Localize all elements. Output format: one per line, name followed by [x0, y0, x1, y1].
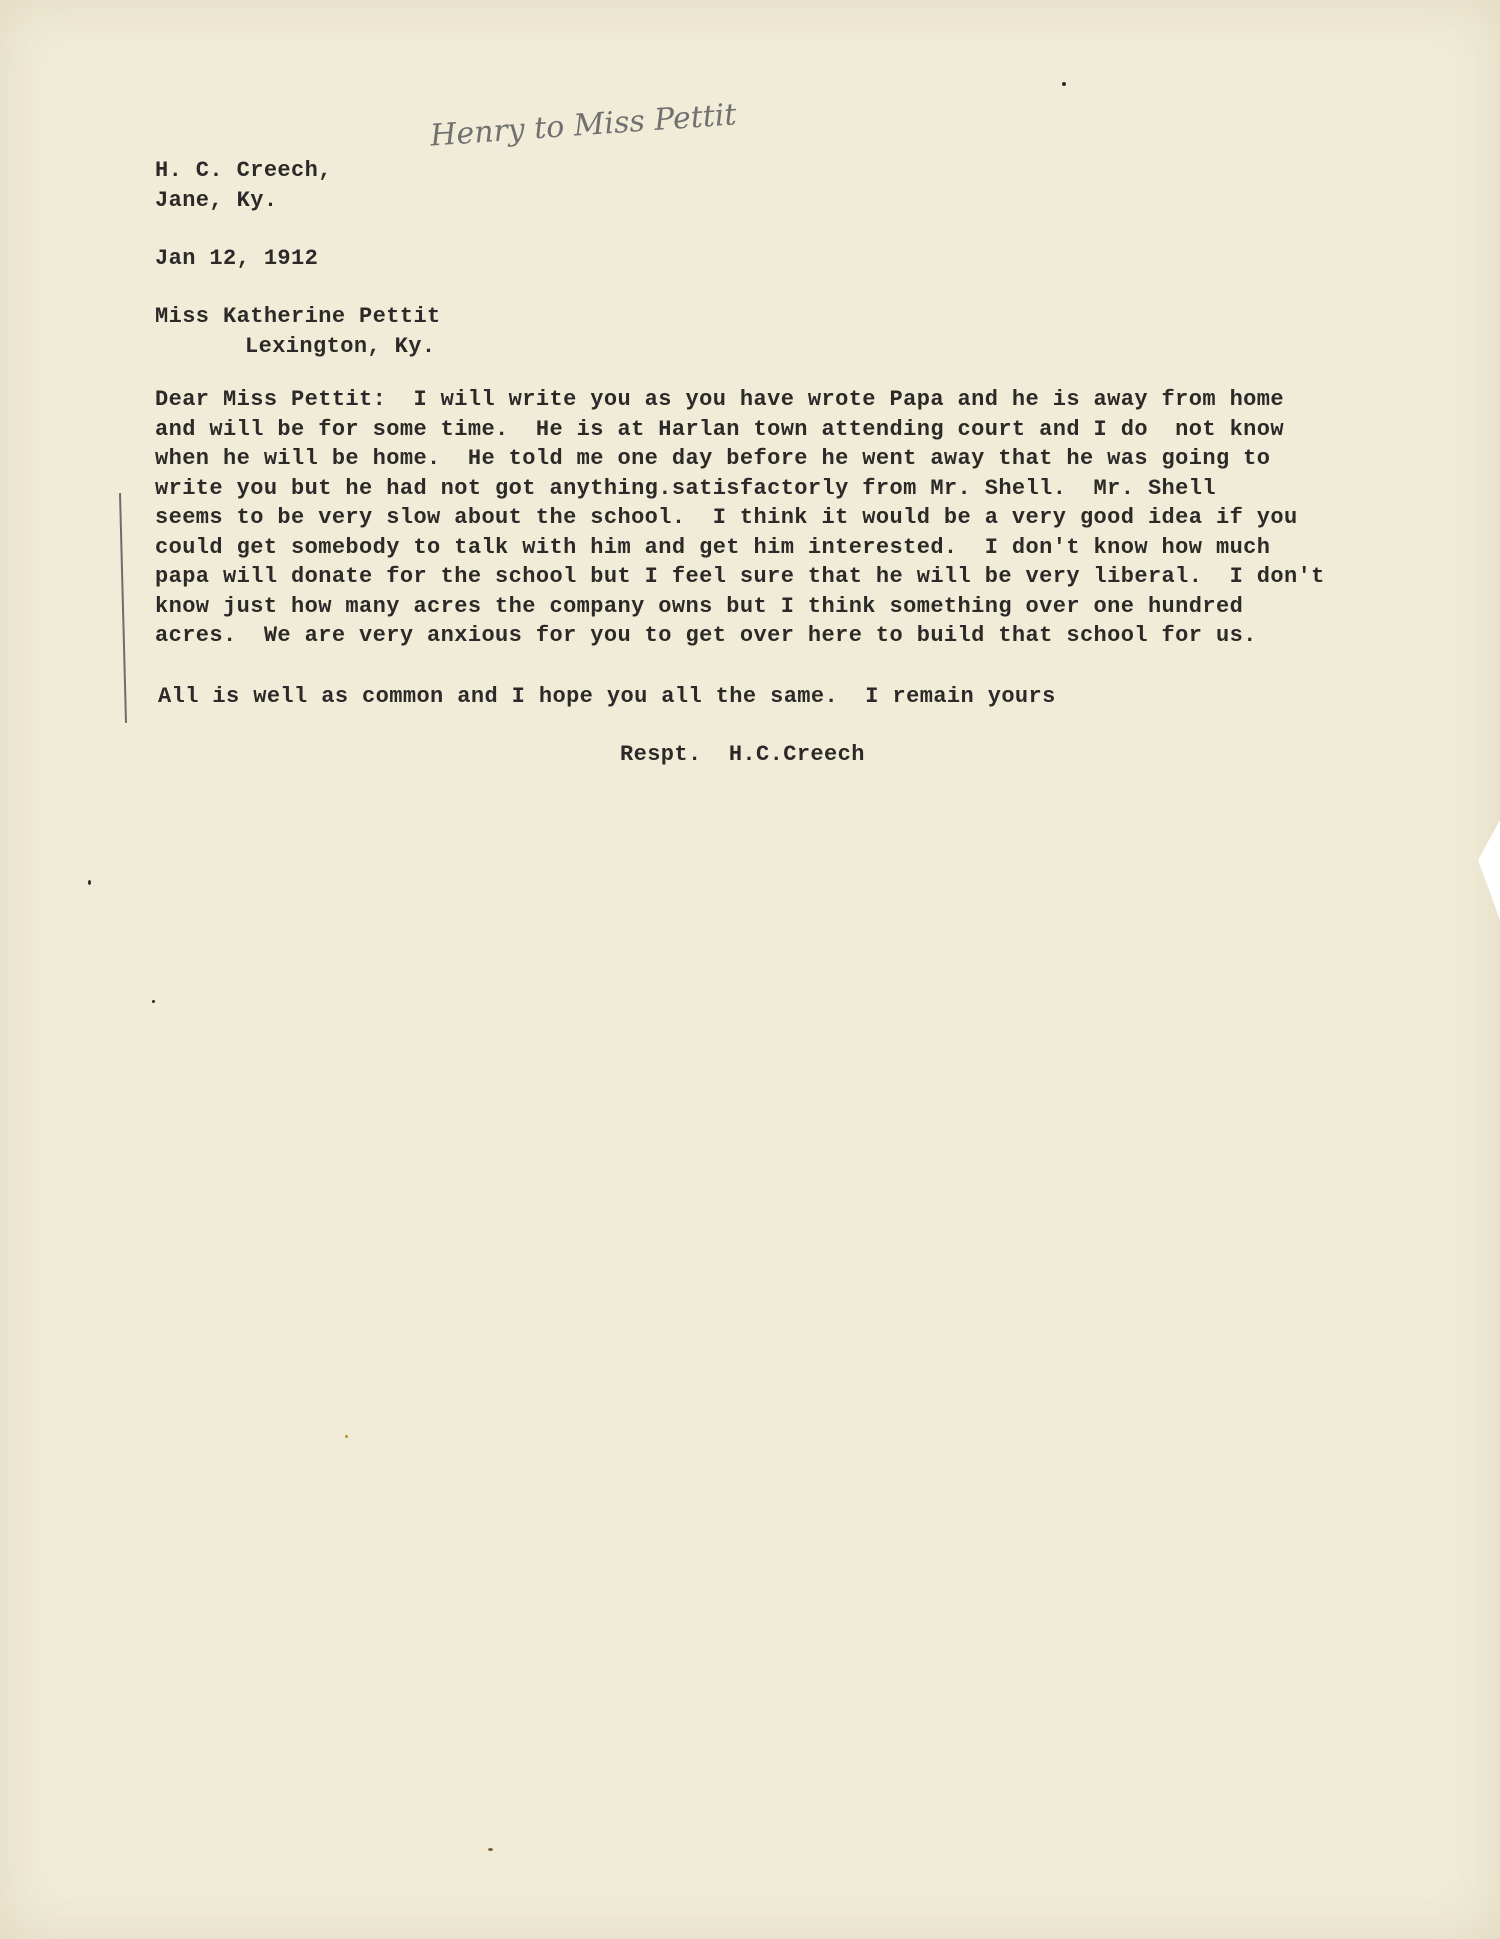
ink-speck	[152, 1000, 155, 1003]
closing-line: All is well as common and I hope you all the same. I remain yours	[158, 684, 1056, 709]
body-line: know just how many acres the company owns but I think something over one hundred	[155, 593, 1244, 619]
torn-edge	[1478, 820, 1500, 920]
sender-name: H. C. Creech,	[155, 158, 332, 183]
stain-speck	[345, 1435, 348, 1438]
sender-place: Jane, Ky.	[155, 188, 278, 213]
body-line: acres. We are very anxious for you to get over here to build that school for us.	[155, 623, 1257, 648]
ink-speck	[1062, 82, 1066, 86]
body-line: papa will donate for the school but I feel sure that he will be very liberal. I don't	[155, 564, 1325, 589]
handwritten-annotation: Henry to Miss Pettit	[429, 97, 738, 154]
body-line: could get somebody to talk with him and get him interested. I don't know how much	[155, 534, 1271, 560]
recipient-city: Lexington, Ky.	[245, 334, 436, 359]
body-line: write you but he had not got anything.satisfactorly from Mr. Shell. Mr. Shell	[155, 475, 1216, 501]
margin-pencil-line	[119, 493, 127, 723]
body-line: Dear Miss Pettit: I will write you as you have wrote Papa and he is away from home	[155, 387, 1284, 412]
body-line: seems to be very slow about the school. I think it would be a very good idea if you	[155, 505, 1298, 530]
body-line: when he will be home. He told me one day before he went away that he was going to	[155, 446, 1271, 471]
letter-body	[155, 385, 1455, 651]
stain-speck	[488, 1848, 493, 1851]
letter-date: Jan 12, 1912	[155, 246, 319, 271]
signature: Respt. H.C.Creech	[620, 742, 865, 767]
body-line: and will be for some time. He is at Harlan town attending court and I do not know	[155, 416, 1284, 442]
ink-speck	[88, 880, 91, 885]
recipient-name: Miss Katherine Pettit	[155, 304, 441, 329]
